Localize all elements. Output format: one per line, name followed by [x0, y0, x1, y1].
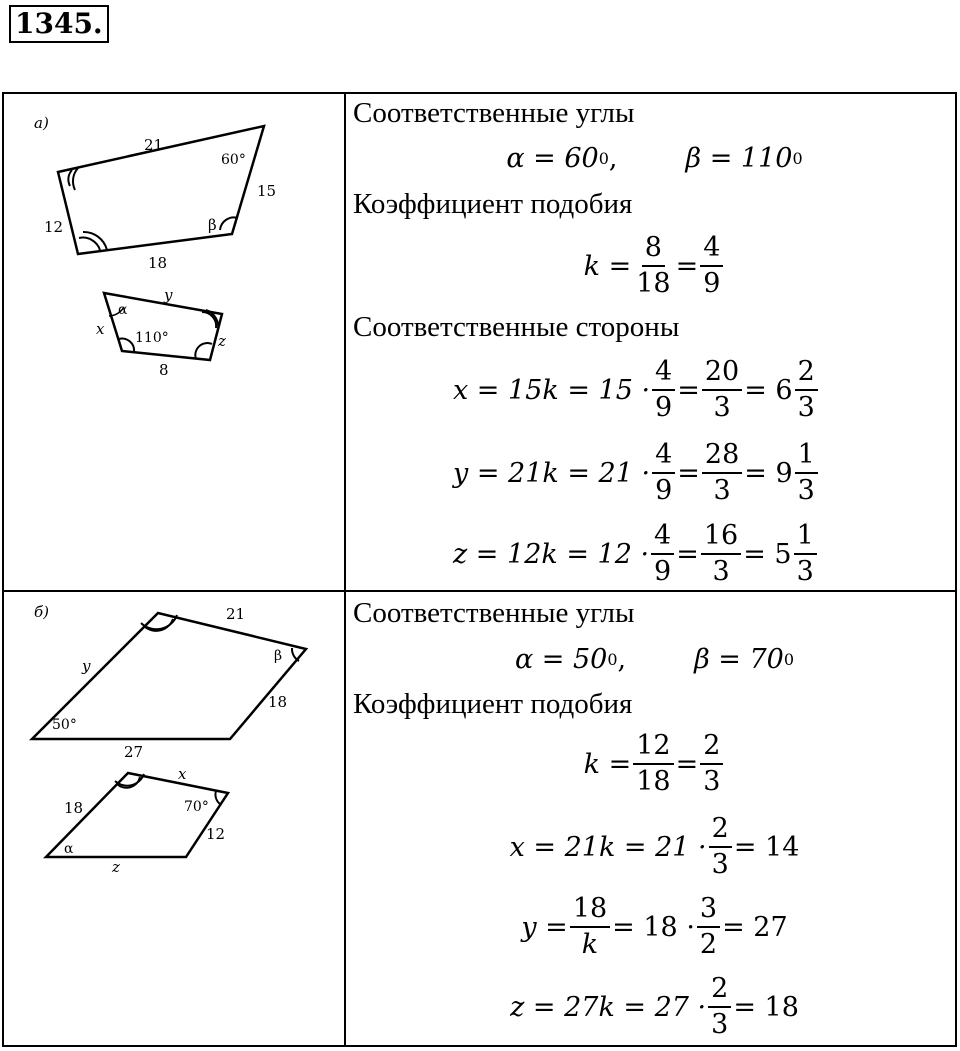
- problem-number: 1345.: [9, 5, 109, 43]
- angle-label: 60°: [221, 152, 246, 168]
- side-label: 18: [148, 254, 168, 272]
- k-eq-b: k = $\frac{12}{18}$ = $\frac{2}{3}$: [347, 724, 960, 804]
- angle-arc: [215, 791, 220, 804]
- x-eq-b: x = 21k = 21 · $\frac{2}{3}$ = 14: [509, 813, 800, 880]
- angle-label: 110°: [135, 330, 169, 346]
- heading-angles-a: Соответственные углы: [353, 97, 635, 129]
- z-eq-b: z = 27k = 27 · $\frac{2}{3}$ = 18: [510, 973, 799, 1040]
- side-label: 18: [64, 799, 84, 817]
- angle-label: β: [208, 216, 217, 234]
- angles-eq-a: α = 60 0 , β = 110 0: [506, 142, 803, 174]
- y-eq-a: y = 21k = 21 · $\frac{4}{9}$ = $\frac{28}{3}$ = 9 $\frac{1}{3}$: [347, 433, 960, 513]
- side-label: 15: [257, 182, 277, 200]
- z-eq-a: z = 12k = 12 · $\frac{4}{9}$ = $\frac{16}{3}$ = 5 $\frac{1}{3}$: [347, 514, 960, 594]
- side-label: y: [164, 286, 173, 304]
- figure-b-label: б): [34, 603, 50, 621]
- heading-angles-b: Соответственные углы: [353, 597, 635, 629]
- angle-label: α: [64, 841, 74, 857]
- angle-label: β: [274, 648, 283, 664]
- x-eq-a: x = 15k = 15 · $\frac{4}{9}$ = $\frac{20}{3}$ = 6 $\frac{2}{3}$: [347, 350, 960, 430]
- angle-arc: [68, 170, 72, 186]
- side-label: 18: [268, 693, 288, 711]
- side-label: 27: [124, 743, 144, 761]
- side-label: x: [178, 765, 187, 783]
- side-label: 8: [159, 361, 169, 379]
- angles-eq-b: α = 50 0 , β = 70 0: [514, 643, 795, 675]
- side-label: 12: [206, 825, 226, 843]
- solution-table: [2, 92, 957, 1047]
- angle-label: α: [118, 302, 128, 318]
- side-label: 21: [144, 136, 164, 154]
- angle-arc: [79, 238, 100, 250]
- side-label: z: [218, 332, 226, 350]
- side-label: 12: [44, 218, 64, 236]
- heading-sides-a: Соответственные стороны: [353, 311, 680, 343]
- figure-b: [14, 597, 334, 897]
- figure-a: [14, 104, 334, 394]
- column-divider: [344, 94, 346, 1045]
- angle-label: 50°: [52, 717, 77, 733]
- side-label: z: [112, 858, 120, 876]
- angle-arc: [195, 343, 212, 359]
- heading-coef-b: Коэффициент подобия: [353, 688, 633, 720]
- y-eq-b: y = $\frac{18}{k}$ = 18 · $\frac{3}{2}$ = 27: [521, 893, 788, 960]
- figure-a-label: а): [34, 114, 49, 132]
- side-label: x: [96, 320, 105, 338]
- angle-arc: [73, 168, 78, 190]
- angle-label: 70°: [184, 799, 209, 815]
- k-eq-a: k = $\frac{8}{18}$ = $\frac{4}{9}$: [347, 226, 960, 306]
- side-label: y: [82, 657, 91, 675]
- heading-coef-a: Коэффициент подобия: [353, 188, 633, 220]
- side-label: 21: [226, 605, 246, 623]
